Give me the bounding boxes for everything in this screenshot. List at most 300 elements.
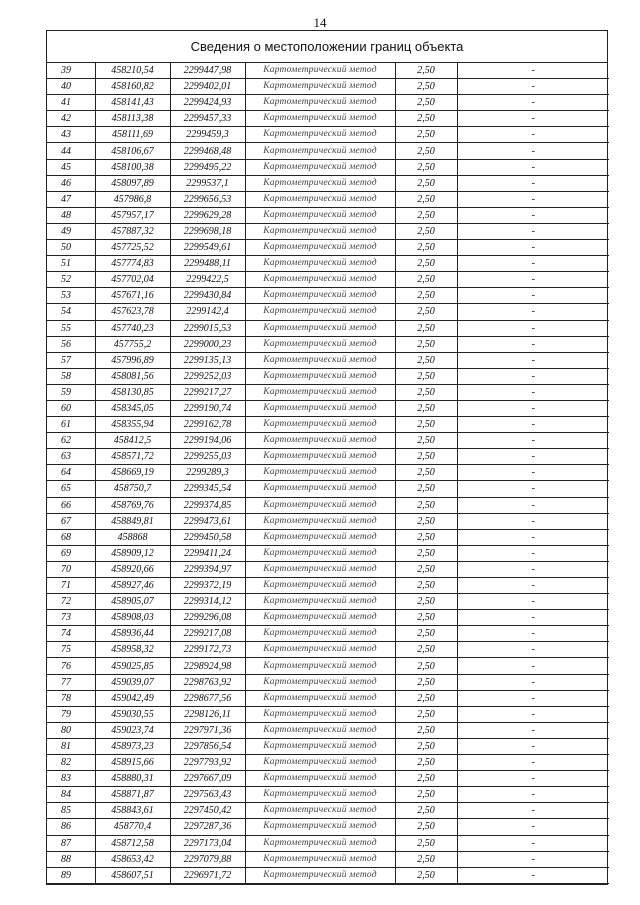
description-cell: - — [457, 272, 609, 288]
table-row — [47, 561, 609, 577]
method-cell: Картометрический метод — [245, 722, 395, 738]
table-row — [47, 497, 609, 513]
method-cell: Картометрический метод — [245, 288, 395, 304]
precision-cell: 2,50 — [395, 368, 457, 384]
point-number-cell: 64 — [47, 465, 95, 481]
method-cell: Картометрический метод — [245, 642, 395, 658]
description-cell: - — [457, 674, 609, 690]
point-number-cell: 83 — [47, 771, 95, 787]
point-number-cell: 75 — [47, 642, 95, 658]
y-coordinate-cell: 2297793,92 — [170, 755, 245, 771]
x-coordinate-cell: 458210,54 — [95, 63, 170, 79]
point-number-cell: 49 — [47, 223, 95, 239]
x-coordinate-cell: 457996,89 — [95, 352, 170, 368]
description-cell: - — [457, 594, 609, 610]
method-cell: Картометрический метод — [245, 79, 395, 95]
y-coordinate-cell: 2299142,4 — [170, 304, 245, 320]
point-number-cell: 70 — [47, 561, 95, 577]
table-row — [47, 642, 609, 658]
table-row — [47, 400, 609, 416]
description-cell: - — [457, 851, 609, 867]
method-cell: Картометрический метод — [245, 738, 395, 754]
x-coordinate-cell: 458412,5 — [95, 433, 170, 449]
precision-cell: 2,50 — [395, 561, 457, 577]
page-number: 14 — [313, 15, 327, 30]
precision-cell: 2,50 — [395, 111, 457, 127]
y-coordinate-cell: 2298924,98 — [170, 658, 245, 674]
precision-cell: 2,50 — [395, 127, 457, 143]
table-row — [47, 223, 609, 239]
table-row — [47, 610, 609, 626]
point-number-cell: 59 — [47, 384, 95, 400]
method-cell: Картометрический метод — [245, 803, 395, 819]
y-coordinate-cell: 2298763,92 — [170, 674, 245, 690]
method-cell: Картометрический метод — [245, 626, 395, 642]
description-cell: - — [457, 819, 609, 835]
method-cell: Картометрический метод — [245, 191, 395, 207]
description-cell: - — [457, 529, 609, 545]
y-coordinate-cell: 2299296,08 — [170, 610, 245, 626]
table-row — [47, 465, 609, 481]
method-cell: Картометрический метод — [245, 787, 395, 803]
method-cell: Картометрический метод — [245, 417, 395, 433]
x-coordinate-cell: 458908,03 — [95, 610, 170, 626]
precision-cell: 2,50 — [395, 658, 457, 674]
method-cell: Картометрический метод — [245, 272, 395, 288]
point-number-cell: 89 — [47, 867, 95, 883]
y-coordinate-cell: 2299194,06 — [170, 433, 245, 449]
precision-cell: 2,50 — [395, 223, 457, 239]
description-cell: - — [457, 111, 609, 127]
table-row — [47, 336, 609, 352]
section-title: Сведения о местоположении границ объекта — [47, 31, 607, 63]
method-cell: Картометрический метод — [245, 690, 395, 706]
y-coordinate-cell: 2299549,61 — [170, 240, 245, 256]
method-cell: Картометрический метод — [245, 433, 395, 449]
table-row — [47, 513, 609, 529]
description-cell: - — [457, 207, 609, 223]
precision-cell: 2,50 — [395, 578, 457, 594]
precision-cell: 2,50 — [395, 545, 457, 561]
description-cell: - — [457, 159, 609, 175]
precision-cell: 2,50 — [395, 207, 457, 223]
method-cell: Картометрический метод — [245, 465, 395, 481]
precision-cell: 2,50 — [395, 867, 457, 883]
point-number-cell: 67 — [47, 513, 95, 529]
description-cell: - — [457, 481, 609, 497]
table-row — [47, 79, 609, 95]
y-coordinate-cell: 2299345,54 — [170, 481, 245, 497]
method-cell: Картометрический метод — [245, 594, 395, 610]
table-row — [47, 111, 609, 127]
x-coordinate-cell: 457725,52 — [95, 240, 170, 256]
x-coordinate-cell: 458880,31 — [95, 771, 170, 787]
description-cell: - — [457, 867, 609, 883]
method-cell: Картометрический метод — [245, 819, 395, 835]
table-row — [47, 803, 609, 819]
description-cell: - — [457, 610, 609, 626]
y-coordinate-cell: 2299217,08 — [170, 626, 245, 642]
precision-cell: 2,50 — [395, 159, 457, 175]
precision-cell: 2,50 — [395, 304, 457, 320]
precision-cell: 2,50 — [395, 642, 457, 658]
table-row — [47, 626, 609, 642]
point-number-cell: 73 — [47, 610, 95, 626]
description-cell: - — [457, 384, 609, 400]
point-number-cell: 88 — [47, 851, 95, 867]
precision-cell: 2,50 — [395, 465, 457, 481]
x-coordinate-cell: 458868 — [95, 529, 170, 545]
description-cell: - — [457, 417, 609, 433]
description-cell: - — [457, 465, 609, 481]
method-cell: Картометрический метод — [245, 159, 395, 175]
table-row — [47, 722, 609, 738]
y-coordinate-cell: 2297971,36 — [170, 722, 245, 738]
x-coordinate-cell: 458769,76 — [95, 497, 170, 513]
precision-cell: 2,50 — [395, 191, 457, 207]
description-cell: - — [457, 175, 609, 191]
x-coordinate-cell: 458081,56 — [95, 368, 170, 384]
x-coordinate-cell: 458106,67 — [95, 143, 170, 159]
boundary-table-sheet — [46, 30, 608, 885]
precision-cell: 2,50 — [395, 400, 457, 416]
y-coordinate-cell: 2297563,43 — [170, 787, 245, 803]
table-row — [47, 288, 609, 304]
description-cell: - — [457, 191, 609, 207]
precision-cell: 2,50 — [395, 336, 457, 352]
table-row — [47, 481, 609, 497]
y-coordinate-cell: 2299447,98 — [170, 63, 245, 79]
precision-cell: 2,50 — [395, 79, 457, 95]
x-coordinate-cell: 459039,07 — [95, 674, 170, 690]
y-coordinate-cell: 2297173,04 — [170, 835, 245, 851]
point-number-cell: 66 — [47, 497, 95, 513]
point-number-cell: 43 — [47, 127, 95, 143]
method-cell: Картометрический метод — [245, 481, 395, 497]
y-coordinate-cell: 2299459,3 — [170, 127, 245, 143]
x-coordinate-cell: 458607,51 — [95, 867, 170, 883]
precision-cell: 2,50 — [395, 449, 457, 465]
description-cell: - — [457, 223, 609, 239]
point-number-cell: 72 — [47, 594, 95, 610]
precision-cell: 2,50 — [395, 674, 457, 690]
method-cell: Картометрический метод — [245, 578, 395, 594]
precision-cell: 2,50 — [395, 272, 457, 288]
method-cell: Картометрический метод — [245, 368, 395, 384]
precision-cell: 2,50 — [395, 143, 457, 159]
y-coordinate-cell: 2299537,1 — [170, 175, 245, 191]
point-number-cell: 47 — [47, 191, 95, 207]
method-cell: Картометрический метод — [245, 658, 395, 674]
table-row — [47, 272, 609, 288]
table-row — [47, 594, 609, 610]
y-coordinate-cell: 2299473,61 — [170, 513, 245, 529]
x-coordinate-cell: 458160,82 — [95, 79, 170, 95]
x-coordinate-cell: 458669,19 — [95, 465, 170, 481]
table-row — [47, 207, 609, 223]
precision-cell: 2,50 — [395, 835, 457, 851]
description-cell: - — [457, 95, 609, 111]
y-coordinate-cell: 2299255,03 — [170, 449, 245, 465]
coordinates-table-body — [47, 63, 609, 883]
description-cell: - — [457, 256, 609, 272]
precision-cell: 2,50 — [395, 787, 457, 803]
y-coordinate-cell: 2299289,3 — [170, 465, 245, 481]
y-coordinate-cell: 2299430,84 — [170, 288, 245, 304]
y-coordinate-cell: 2299402,01 — [170, 79, 245, 95]
x-coordinate-cell: 457887,32 — [95, 223, 170, 239]
table-row — [47, 304, 609, 320]
point-number-cell: 39 — [47, 63, 95, 79]
method-cell: Картометрический метод — [245, 545, 395, 561]
method-cell: Картометрический метод — [245, 143, 395, 159]
precision-cell: 2,50 — [395, 722, 457, 738]
method-cell: Картометрический метод — [245, 223, 395, 239]
table-row — [47, 63, 609, 79]
point-number-cell: 85 — [47, 803, 95, 819]
x-coordinate-cell: 458653,42 — [95, 851, 170, 867]
precision-cell: 2,50 — [395, 771, 457, 787]
table-row — [47, 867, 609, 883]
description-cell: - — [457, 561, 609, 577]
description-cell: - — [457, 771, 609, 787]
method-cell: Картометрический метод — [245, 449, 395, 465]
precision-cell: 2,50 — [395, 610, 457, 626]
method-cell: Картометрический метод — [245, 111, 395, 127]
table-row — [47, 545, 609, 561]
point-number-cell: 69 — [47, 545, 95, 561]
precision-cell: 2,50 — [395, 240, 457, 256]
method-cell: Картометрический метод — [245, 320, 395, 336]
table-row — [47, 320, 609, 336]
precision-cell: 2,50 — [395, 738, 457, 754]
table-row — [47, 143, 609, 159]
method-cell: Картометрический метод — [245, 336, 395, 352]
method-cell: Картометрический метод — [245, 304, 395, 320]
point-number-cell: 58 — [47, 368, 95, 384]
point-number-cell: 48 — [47, 207, 95, 223]
y-coordinate-cell: 2296971,72 — [170, 867, 245, 883]
y-coordinate-cell: 2299422,5 — [170, 272, 245, 288]
precision-cell: 2,50 — [395, 384, 457, 400]
method-cell: Картометрический метод — [245, 610, 395, 626]
description-cell: - — [457, 433, 609, 449]
method-cell: Картометрический метод — [245, 63, 395, 79]
table-row — [47, 240, 609, 256]
table-row — [47, 95, 609, 111]
x-coordinate-cell: 457740,23 — [95, 320, 170, 336]
coordinates-table — [47, 63, 609, 884]
description-cell: - — [457, 626, 609, 642]
method-cell: Картометрический метод — [245, 400, 395, 416]
x-coordinate-cell: 457671,16 — [95, 288, 170, 304]
y-coordinate-cell: 2297450,42 — [170, 803, 245, 819]
x-coordinate-cell: 458920,66 — [95, 561, 170, 577]
y-coordinate-cell: 2298126,11 — [170, 706, 245, 722]
precision-cell: 2,50 — [395, 819, 457, 835]
point-number-cell: 79 — [47, 706, 95, 722]
description-cell: - — [457, 706, 609, 722]
x-coordinate-cell: 457986,8 — [95, 191, 170, 207]
table-row — [47, 384, 609, 400]
x-coordinate-cell: 458973,23 — [95, 738, 170, 754]
table-row — [47, 706, 609, 722]
x-coordinate-cell: 458141,43 — [95, 95, 170, 111]
point-number-cell: 46 — [47, 175, 95, 191]
x-coordinate-cell: 458100,38 — [95, 159, 170, 175]
point-number-cell: 52 — [47, 272, 95, 288]
y-coordinate-cell: 2297287,36 — [170, 819, 245, 835]
point-number-cell: 42 — [47, 111, 95, 127]
x-coordinate-cell: 458130,85 — [95, 384, 170, 400]
y-coordinate-cell: 2297667,09 — [170, 771, 245, 787]
y-coordinate-cell: 2299000,23 — [170, 336, 245, 352]
point-number-cell: 60 — [47, 400, 95, 416]
point-number-cell: 80 — [47, 722, 95, 738]
method-cell: Картометрический метод — [245, 384, 395, 400]
description-cell: - — [457, 336, 609, 352]
point-number-cell: 51 — [47, 256, 95, 272]
precision-cell: 2,50 — [395, 706, 457, 722]
point-number-cell: 50 — [47, 240, 95, 256]
x-coordinate-cell: 457755,2 — [95, 336, 170, 352]
description-cell: - — [457, 449, 609, 465]
x-coordinate-cell: 458111,69 — [95, 127, 170, 143]
description-cell: - — [457, 513, 609, 529]
y-coordinate-cell: 2299252,03 — [170, 368, 245, 384]
point-number-cell: 62 — [47, 433, 95, 449]
table-row — [47, 352, 609, 368]
x-coordinate-cell: 459023,74 — [95, 722, 170, 738]
x-coordinate-cell: 458097,89 — [95, 175, 170, 191]
precision-cell: 2,50 — [395, 690, 457, 706]
y-coordinate-cell: 2297079,88 — [170, 851, 245, 867]
x-coordinate-cell: 458345,05 — [95, 400, 170, 416]
table-row — [47, 738, 609, 754]
method-cell: Картометрический метод — [245, 771, 395, 787]
table-row — [47, 368, 609, 384]
y-coordinate-cell: 2299411,24 — [170, 545, 245, 561]
y-coordinate-cell: 2299394,97 — [170, 561, 245, 577]
table-row — [47, 674, 609, 690]
x-coordinate-cell: 458843,61 — [95, 803, 170, 819]
point-number-cell: 76 — [47, 658, 95, 674]
precision-cell: 2,50 — [395, 594, 457, 610]
precision-cell: 2,50 — [395, 256, 457, 272]
method-cell: Картометрический метод — [245, 175, 395, 191]
table-row — [47, 755, 609, 771]
description-cell: - — [457, 578, 609, 594]
y-coordinate-cell: 2299172,73 — [170, 642, 245, 658]
table-row — [47, 690, 609, 706]
point-number-cell: 54 — [47, 304, 95, 320]
y-coordinate-cell: 2299457,33 — [170, 111, 245, 127]
point-number-cell: 68 — [47, 529, 95, 545]
y-coordinate-cell: 2299424,93 — [170, 95, 245, 111]
point-number-cell: 53 — [47, 288, 95, 304]
description-cell: - — [457, 400, 609, 416]
description-cell: - — [457, 288, 609, 304]
point-number-cell: 78 — [47, 690, 95, 706]
description-cell: - — [457, 658, 609, 674]
y-coordinate-cell: 2299372,19 — [170, 578, 245, 594]
point-number-cell: 56 — [47, 336, 95, 352]
precision-cell: 2,50 — [395, 755, 457, 771]
table-row — [47, 417, 609, 433]
y-coordinate-cell: 2299314,12 — [170, 594, 245, 610]
description-cell: - — [457, 63, 609, 79]
y-coordinate-cell: 2299468,48 — [170, 143, 245, 159]
table-row — [47, 787, 609, 803]
x-coordinate-cell: 458927,46 — [95, 578, 170, 594]
method-cell: Картометрический метод — [245, 240, 395, 256]
x-coordinate-cell: 458571,72 — [95, 449, 170, 465]
description-cell: - — [457, 240, 609, 256]
method-cell: Картометрический метод — [245, 529, 395, 545]
description-cell: - — [457, 497, 609, 513]
point-number-cell: 81 — [47, 738, 95, 754]
description-cell: - — [457, 368, 609, 384]
description-cell: - — [457, 304, 609, 320]
description-cell: - — [457, 722, 609, 738]
description-cell: - — [457, 738, 609, 754]
method-cell: Картометрический метод — [245, 755, 395, 771]
method-cell: Картометрический метод — [245, 207, 395, 223]
x-coordinate-cell: 458712,58 — [95, 835, 170, 851]
point-number-cell: 41 — [47, 95, 95, 111]
point-number-cell: 57 — [47, 352, 95, 368]
x-coordinate-cell: 458750,7 — [95, 481, 170, 497]
point-number-cell: 71 — [47, 578, 95, 594]
table-row — [47, 771, 609, 787]
precision-cell: 2,50 — [395, 95, 457, 111]
x-coordinate-cell: 458905,07 — [95, 594, 170, 610]
description-cell: - — [457, 642, 609, 658]
precision-cell: 2,50 — [395, 513, 457, 529]
precision-cell: 2,50 — [395, 481, 457, 497]
x-coordinate-cell: 457774,83 — [95, 256, 170, 272]
point-number-cell: 65 — [47, 481, 95, 497]
table-row — [47, 191, 609, 207]
point-number-cell: 84 — [47, 787, 95, 803]
x-coordinate-cell: 458849,81 — [95, 513, 170, 529]
precision-cell: 2,50 — [395, 803, 457, 819]
description-cell: - — [457, 787, 609, 803]
point-number-cell: 74 — [47, 626, 95, 642]
x-coordinate-cell: 457957,17 — [95, 207, 170, 223]
point-number-cell: 82 — [47, 755, 95, 771]
table-row — [47, 835, 609, 851]
table-row — [47, 127, 609, 143]
method-cell: Картометрический метод — [245, 513, 395, 529]
x-coordinate-cell: 457702,04 — [95, 272, 170, 288]
table-row — [47, 851, 609, 867]
precision-cell: 2,50 — [395, 626, 457, 642]
y-coordinate-cell: 2298677,56 — [170, 690, 245, 706]
precision-cell: 2,50 — [395, 417, 457, 433]
y-coordinate-cell: 2299217,27 — [170, 384, 245, 400]
y-coordinate-cell: 2299135,13 — [170, 352, 245, 368]
precision-cell: 2,50 — [395, 288, 457, 304]
precision-cell: 2,50 — [395, 352, 457, 368]
method-cell: Картометрический метод — [245, 352, 395, 368]
x-coordinate-cell: 458915,66 — [95, 755, 170, 771]
table-row — [47, 159, 609, 175]
x-coordinate-cell: 459030,55 — [95, 706, 170, 722]
point-number-cell: 55 — [47, 320, 95, 336]
y-coordinate-cell: 2299488,11 — [170, 256, 245, 272]
point-number-cell: 63 — [47, 449, 95, 465]
